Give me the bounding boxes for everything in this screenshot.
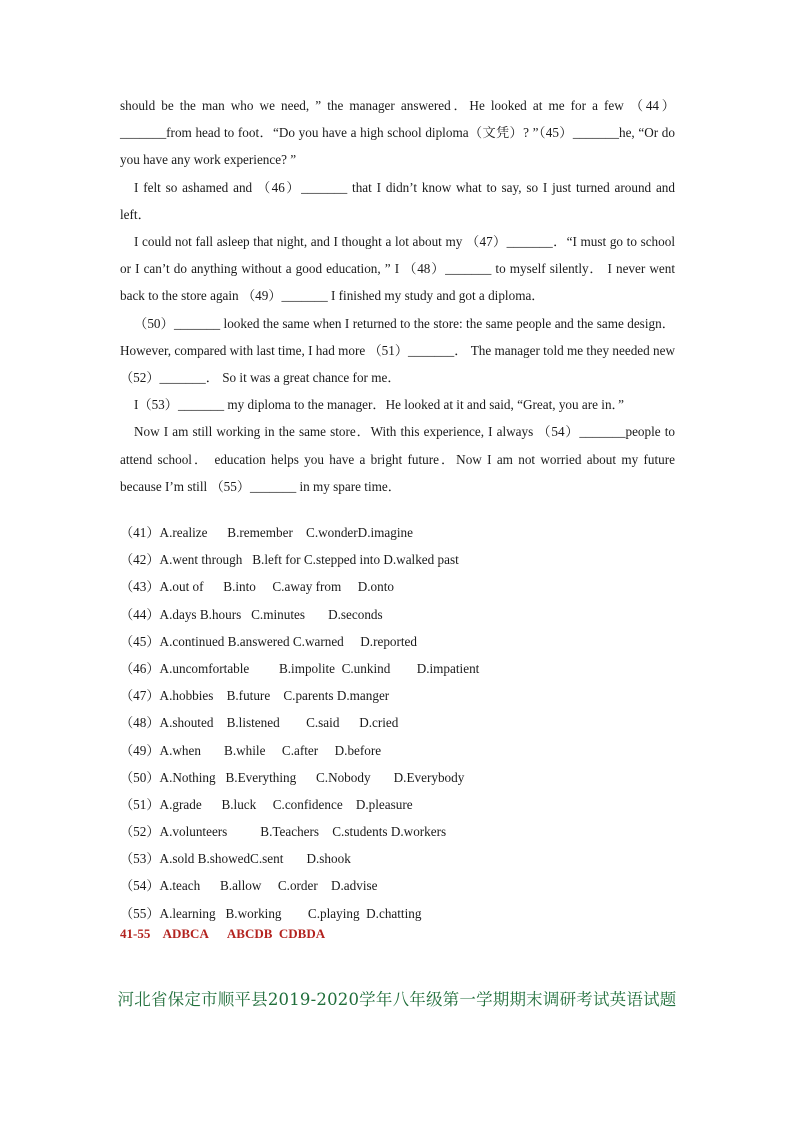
passage-paragraph-4: （50）_______ looked the same when I returned to the store: the same people and the same design．However, compared with last time, I had more （51）_______． The manager told me they needed new （52）_______． So it was a great chance for me．: [120, 315, 676, 386]
passage-paragraph-1: should be the man who we need, ” the manager answered．He looked at me for a few （44）_______from head to foot．“Do you have a high school diploma（文凭）? ”（45）_______he, “Or do you have any work experience? ”: [120, 98, 675, 168]
option-row-41: （41）A.realize B.remember C.wonderD.imagine: [120, 525, 413, 541]
options-list: [120, 519, 675, 927]
document-title-footer: 河北省保定市顺平县2019-2020学年八年级第一学期期末调研考试英语试题: [117, 990, 677, 1009]
option-row-43: （43）A.out of B.into C.away from D.onto: [120, 579, 394, 595]
document-body: [120, 92, 675, 945]
answer-key: 41-55 ADBCA ABCDB CDBDA: [120, 925, 326, 941]
passage-paragraph-6: Now I am still working in the same store．With this experience, I always （54）_______people to attend school． education helps you have a bright future．Now I am not worried about my future because I’m still （55）_______ in my spare time．: [120, 424, 675, 494]
option-row-45: （45）A.continued B.answered C.warned D.reported: [120, 633, 418, 649]
option-row-55: （55）A.learning B.working C.playing D.chatting: [120, 905, 422, 921]
option-row-52: （52）A.volunteers B.Teachers C.students D.workers: [120, 824, 447, 840]
passage-paragraph-2: I felt so ashamed and （46）_______ that I didn’t know what to say, so I just turned around and left．: [120, 179, 675, 222]
option-row-48: （48）A.shouted B.listened C.said D.cried: [120, 715, 399, 731]
option-row-54: （54）A.teach B.allow C.order D.advise: [120, 878, 378, 894]
option-row-42: （42）A.went through B.left for C.stepped into D.walked past: [120, 552, 459, 568]
option-row-49: （49）A.when B.while C.after D.before: [120, 742, 382, 758]
option-row-47: （47）A.hobbies B.future C.parents D.manger: [120, 688, 390, 704]
option-row-50: （50）A.Nothing B.Everything C.Nobody D.Everybody: [120, 769, 465, 785]
option-row-44: （44）A.days B.hours C.minutes D.seconds: [120, 606, 383, 622]
option-row-46: （46）A.uncomfortable B.impolite C.unkind D.impatient: [120, 660, 480, 676]
passage-paragraph-3: I could not fall asleep that night, and I thought a lot about my （47）_______．“I must go to school or I can’t do anything without a good education, ” I （48）_______ to myself silently． I never went back to the store again （49）_______ I finished my study and got a diploma．: [120, 234, 675, 304]
passage-paragraph-5: I（53）_______ my diploma to the manager．He looked at it and said, “Great, you are in．”: [134, 397, 624, 413]
option-row-51: （51）A.grade B.luck C.confidence D.pleasure: [120, 796, 413, 812]
option-row-53: （53）A.sold B.showedC.sent D.shook: [120, 851, 351, 867]
